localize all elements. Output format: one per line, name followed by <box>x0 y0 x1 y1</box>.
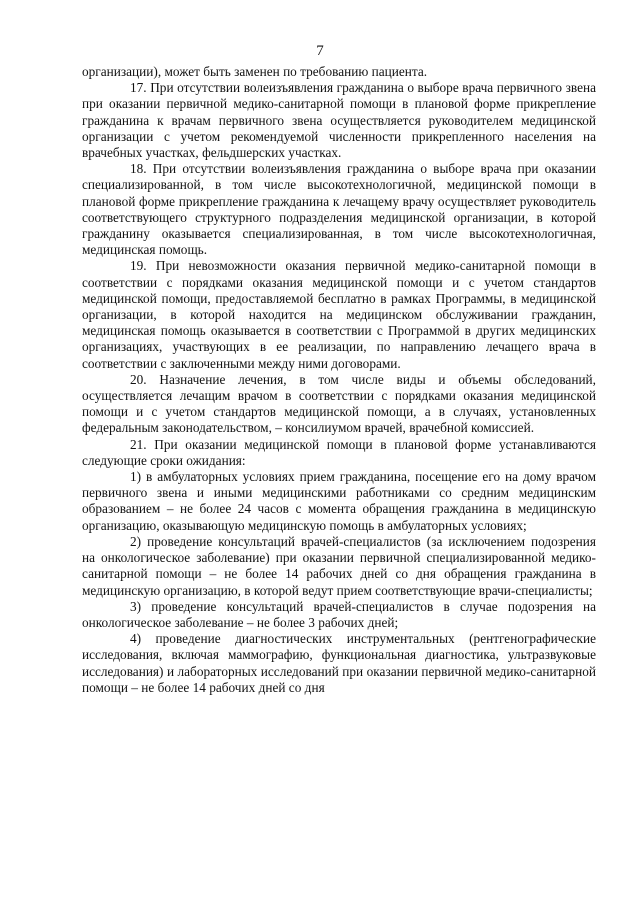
paragraph-21: 21. При оказании медицинской помощи в плановой форме устанавливаются следующие сроки ожидания: <box>82 436 596 468</box>
paragraph-18: 18. При отсутствии волеизъявления гражданина о выборе врача при оказании специализированной, в том числе высокотехнологичной, медицинской помощи в плановой форме прикрепление гражданина к лечащему врачу осуществляет руководитель соответствующего структурного подразделения медицинской организации, в которой гражданину оказывается специализированная, в том числе высокотехнологичная, медицинская помощь. <box>82 161 596 258</box>
list-item-2: 2) проведение консультаций врачей-специалистов (за исключением подозрения на онкологическое заболевание) при оказании первичной специализированной медико-санитарной помощи – не более 14 рабочих дней со дня обращения гражданина в медицинскую организацию, в которой ведут прием соответствующие врачи-специалисты; <box>82 533 596 598</box>
paragraph-continuation: организации), может быть заменен по требованию пациента. <box>82 64 428 79</box>
paragraph-17: 17. При отсутствии волеизъявления гражданина о выборе врача первичного звена при оказании первичной медико-санитарной помощи в плановой форме прикрепление гражданина к врачам первичного звена осуществляется руководителем медицинской организации с учетом рекомендуемой численности прикрепленного населения на врачебных участках, фельдшерских участках. <box>82 80 596 161</box>
paragraph-20: 20. Назначение лечения, в том числе виды и объемы обследований, осуществляется лечащим врачом в соответствии с порядками оказания медицинской помощи и с учетом стандартов медицинской помощи, а в случаях, установленных федеральным законодательством, – консилиумом врачей, врачебной комиссией. <box>82 371 596 436</box>
list-item-4: 4) проведение диагностических инструментальных (рентгенографические исследования, включая маммографию, функциональная диагностика, ультразвуковые исследования) и лабораторных исследований при оказании первичной медико-санитарной помощи – не более 14 рабочих дней со дня <box>82 631 596 695</box>
page-number: 7 <box>316 43 324 59</box>
paragraph-19: 19. При невозможности оказания первичной медико-санитарной помощи в соответствии с порядками оказания медицинской помощи и с учетом стандартов медицинской помощи, предоставляемой бесплатно в рамках Программы, в медицинской организации, в которой находится на медицинском обслуживании гражданин, медицинская помощь оказывается в соответствии с Программой в других медицинских организациях, участвующих в ее реализации, по направлению лечащего врача в соответствии с заключенными между ними договорами. <box>82 258 596 371</box>
document-body <box>82 64 596 696</box>
list-item-3: 3) проведение консультаций врачей-специалистов в случае подозрения на онкологическое заболевание – не более 3 рабочих дней; <box>82 598 596 630</box>
list-item-1: 1) в амбулаторных условиях прием гражданина, посещение его на дому врачом первичного звена и иными медицинскими работниками со средним медицинским образованием – не более 24 часов с момента обращения гражданина в медицинскую организацию, оказывающую медицинскую помощь в амбулаторных условиях; <box>82 469 596 533</box>
